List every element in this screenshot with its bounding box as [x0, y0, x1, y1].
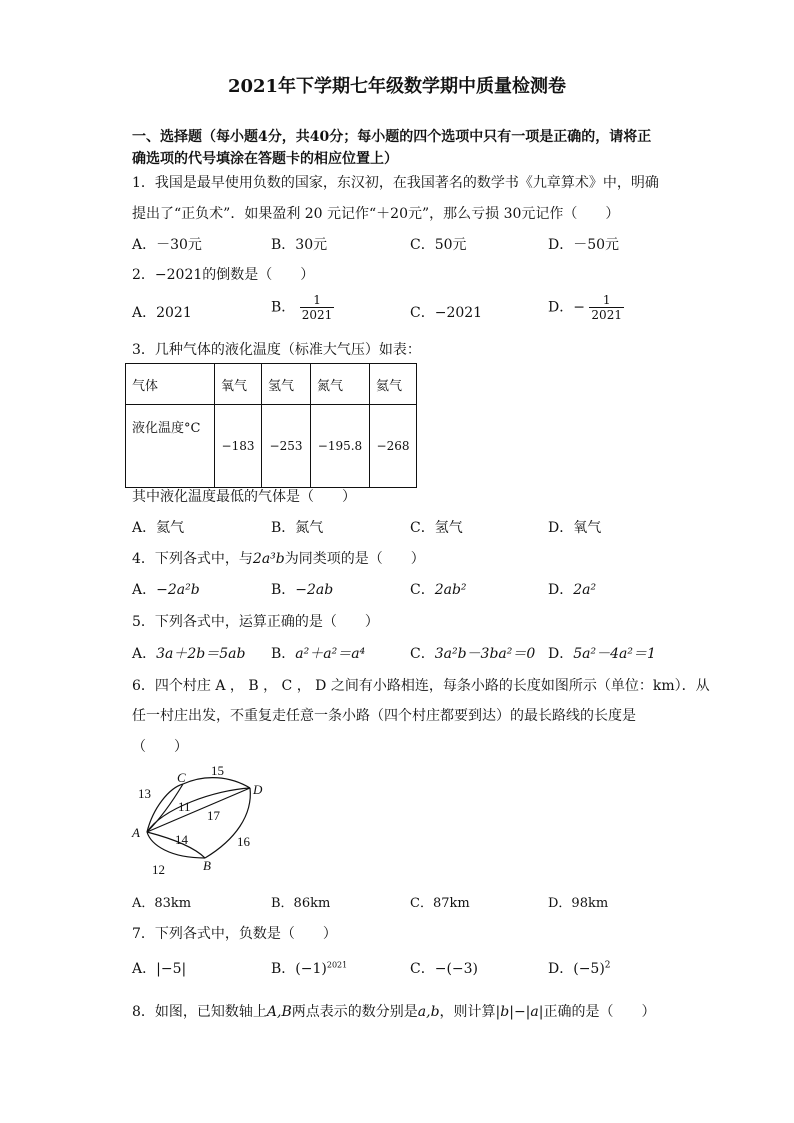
q5-option-a-label: A． — [132, 646, 157, 662]
q8-stem-prefix: 8．如图，已知数轴上 — [132, 1004, 267, 1020]
q4-stem — [132, 548, 425, 568]
q6-option-d: D．98km — [548, 896, 609, 911]
q4-option-c — [410, 579, 467, 599]
q7-option-b — [271, 958, 347, 978]
q7-stem: 7．下列各式中，负数是（ ） — [132, 926, 337, 942]
q8-stem — [132, 1001, 655, 1021]
q2-option-b-denominator: 2021 — [301, 308, 333, 322]
table-cell: −195.8 — [311, 405, 370, 488]
edge-length-label: 13 — [138, 786, 151, 801]
q7-option-a-label: A． — [132, 961, 157, 977]
q2-option-d-denominator: 2021 — [591, 308, 622, 322]
village-path-diagram — [125, 760, 285, 880]
q3-option-d: D．氧气 — [548, 520, 602, 536]
q3-option-b: B．氮气 — [271, 520, 324, 536]
table-header-cell: 氢气 — [262, 364, 311, 405]
table-header-cell: 氦气 — [370, 364, 417, 405]
q6-option-a: A．83km — [132, 896, 192, 911]
edge-length-label: 14 — [175, 832, 188, 847]
table-cell: −268 — [370, 405, 417, 488]
q4-option-b-label: B． — [271, 582, 296, 598]
table-header-cell: 气体 — [126, 364, 215, 405]
q7-option-c-label: C． — [410, 961, 435, 977]
q8-stem-middle2: ，则计算 — [439, 1004, 496, 1020]
q1-option-a: A．－30元 — [132, 237, 202, 253]
q7-option-b-exponent: 2021 — [326, 960, 348, 970]
q8-stem-expression: |b|−|a| — [495, 1004, 544, 1020]
q2-option-a: A．2021 — [132, 305, 192, 321]
table-cell: −253 — [262, 405, 311, 488]
q1-stem-line1: 1．我国是最早使用负数的国家，东汉初，在我国著名的数学书《九章算术》中，明确 — [132, 175, 659, 191]
q2-option-d-label: D．− — [548, 299, 585, 316]
q7-option-a — [132, 958, 186, 978]
vertex-c-label: C — [177, 770, 186, 785]
table-row — [126, 405, 417, 488]
q5-option-b — [271, 643, 365, 663]
q3-option-c: C．氢气 — [410, 520, 463, 536]
q6-option-b: B．86km — [271, 896, 331, 911]
q2-option-d-fraction — [589, 293, 624, 322]
q1-stem-line2: 提出了“正负术”．如果盈利 20 元记作“＋20元”，那么亏损 30元记作（ ） — [132, 206, 620, 222]
edge-length-label: 12 — [152, 862, 165, 877]
q5-option-b-expression: a²＋a²＝a⁴ — [295, 646, 366, 662]
q4-option-c-label: C． — [410, 582, 435, 598]
q4-option-b — [271, 579, 333, 599]
q5-stem: 5．下列各式中，运算正确的是（ ） — [132, 614, 379, 630]
q2-stem: 2．−2021的倒数是（ ） — [132, 267, 315, 283]
q7-option-d-base: (−5) — [573, 961, 605, 977]
q2-option-d — [548, 293, 624, 322]
table-cell: −183 — [215, 405, 262, 488]
q2-option-c: C．−2021 — [410, 305, 483, 321]
vertex-a-label: A — [132, 825, 140, 840]
q7-option-d-exponent: 2 — [604, 960, 611, 971]
q5-option-a-expression: 3a＋2b＝5ab — [156, 646, 246, 662]
q5-option-c — [410, 643, 535, 663]
q7-option-b-base: (−1) — [295, 961, 327, 977]
q2-option-d-numerator: 1 — [589, 293, 624, 308]
q5-option-d-expression: 5a²－4a²＝1 — [573, 646, 656, 662]
q6-stem-line1: 6．四个村庄 A ， B ， C ， D 之间有小路相连，每条小路的长度如图所示（单位：km）．从 — [132, 678, 710, 694]
q4-option-a-expression: −2a²b — [156, 582, 200, 598]
q2-option-b-numerator: 1 — [300, 293, 335, 308]
q7-option-c — [410, 958, 478, 978]
q4-option-b-expression: −2ab — [295, 582, 334, 598]
q4-option-d — [548, 579, 596, 599]
q7-option-d — [548, 958, 611, 978]
gas-temperature-table — [125, 363, 417, 488]
vertex-b-label: B — [203, 858, 211, 873]
vertex-d-label: D — [253, 782, 263, 797]
edge-a-d — [147, 788, 250, 832]
q5-option-c-label: C． — [410, 646, 435, 662]
edge-length-label: 16 — [237, 834, 250, 849]
q4-option-d-expression: 2a² — [573, 582, 597, 598]
q7-option-c-expression: −(−3) — [434, 961, 479, 977]
q1-option-c: C．50元 — [410, 237, 467, 253]
edge-length-label: 15 — [211, 763, 224, 778]
q7-option-a-expression: |−5| — [156, 961, 187, 977]
q4-stem-prefix: 4．下列各式中，与 — [132, 551, 253, 567]
q8-stem-middle: 两点表示的数分别是 — [291, 1004, 418, 1020]
q4-option-c-expression: 2ab² — [434, 582, 467, 598]
q7-option-d-label: D． — [548, 961, 574, 977]
q3-option-a: A．氦气 — [132, 520, 185, 536]
q5-option-c-expression: 3a²b－3ba²＝0 — [434, 646, 536, 662]
q6-option-c: C．87km — [410, 896, 470, 911]
q4-stem-expression: 2a³b — [252, 551, 285, 567]
q5-option-a — [132, 643, 245, 663]
table-row-label: 液化温度°C — [126, 405, 215, 488]
table-header-cell: 氮气 — [311, 364, 370, 405]
edge-length-label: 17 — [207, 808, 220, 823]
q6-stem-line2: 任一村庄出发，不重复走任意一条小路（四个村庄都要到达）的最长路线的长度是 — [132, 708, 636, 724]
q1-option-d: D．－50元 — [548, 237, 620, 253]
q3-followup: 其中液化温度最低的气体是（ ） — [132, 489, 356, 505]
q6-stem-line3: （ ） — [132, 739, 188, 755]
q5-option-d-label: D． — [548, 646, 574, 662]
q4-option-d-label: D． — [548, 582, 574, 598]
section-heading-line2: 确选项的代号填涂在答题卡的相应位置上） — [132, 151, 398, 167]
q2-option-b-fraction — [300, 293, 335, 322]
table-row — [126, 364, 417, 405]
q8-stem-points: A,B — [266, 1004, 292, 1020]
q4-option-a-label: A． — [132, 582, 157, 598]
q8-stem-variables: a,b — [417, 1004, 440, 1020]
page-title: 2021年下学期七年级数学期中质量检测卷 — [227, 76, 567, 97]
table-header-cell: 氧气 — [215, 364, 262, 405]
q2-option-b-label: B． — [271, 299, 296, 316]
q4-option-a — [132, 579, 200, 599]
q2-option-b — [271, 293, 334, 322]
q5-option-d — [548, 643, 656, 663]
q3-stem: 3．几种气体的液化温度（标准大气压）如表： — [132, 342, 421, 358]
q8-stem-suffix: 正确的是（ ） — [543, 1004, 656, 1020]
edge-c-d — [183, 778, 250, 788]
q1-option-b: B．30元 — [271, 237, 328, 253]
edge-length-label: 11 — [178, 799, 191, 814]
q4-stem-suffix: 为同类项的是（ ） — [284, 551, 425, 567]
q7-option-b-label: B． — [271, 961, 296, 977]
q5-option-b-label: B． — [271, 646, 296, 662]
section-heading-line1: 一、选择题（每小题4分，共40分；每小题的四个选项中只有一项是正确的，请将正 — [132, 129, 652, 145]
